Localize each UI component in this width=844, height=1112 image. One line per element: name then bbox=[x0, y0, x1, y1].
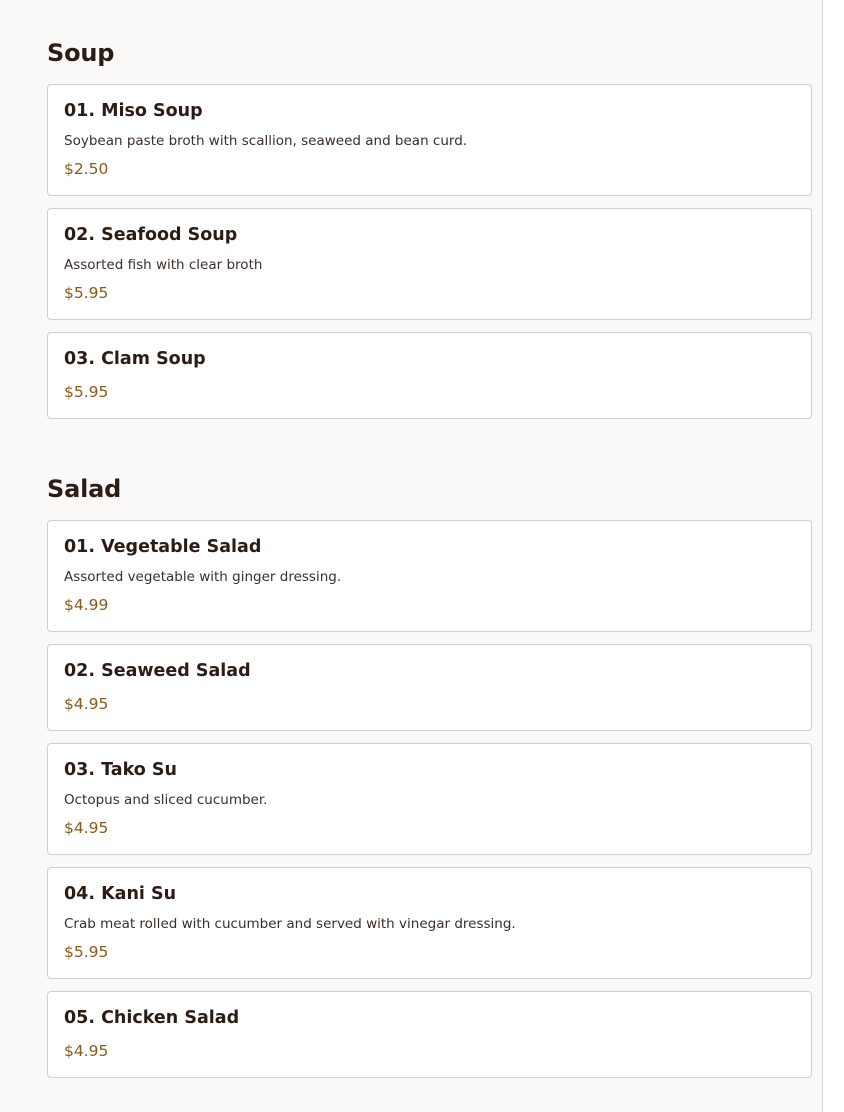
menu-item[interactable] bbox=[47, 991, 812, 1078]
item-name: 04. Kani Su bbox=[64, 884, 177, 904]
item-name: 03. Clam Soup bbox=[64, 349, 206, 369]
item-description: Crab meat rolled with cucumber and served with vinegar dressing. bbox=[64, 916, 516, 932]
item-name: 01. Miso Soup bbox=[64, 101, 203, 121]
item-price: $4.99 bbox=[64, 596, 109, 614]
item-name: 03. Tako Su bbox=[64, 760, 177, 780]
menu-items-list bbox=[47, 84, 812, 419]
item-description: Soybean paste broth with scallion, seaweed and bean curd. bbox=[64, 133, 468, 149]
menu-item[interactable] bbox=[47, 208, 812, 320]
menu-item[interactable] bbox=[47, 520, 812, 632]
item-name: 02. Seafood Soup bbox=[64, 225, 238, 245]
item-price: $2.50 bbox=[64, 160, 109, 178]
menu-section-soup bbox=[47, 38, 812, 431]
item-description: Assorted vegetable with ginger dressing. bbox=[64, 569, 342, 585]
item-price: $5.95 bbox=[64, 284, 109, 302]
item-price: $5.95 bbox=[64, 383, 109, 401]
item-price: $5.95 bbox=[64, 943, 109, 961]
section-title: Soup bbox=[47, 39, 115, 67]
item-name: 05. Chicken Salad bbox=[64, 1008, 240, 1028]
item-name: 01. Vegetable Salad bbox=[64, 537, 262, 557]
item-price: $4.95 bbox=[64, 695, 109, 713]
menu-item[interactable] bbox=[47, 644, 812, 731]
item-price: $4.95 bbox=[64, 819, 109, 837]
menu-item[interactable] bbox=[47, 84, 812, 196]
section-title: Salad bbox=[47, 475, 122, 503]
menu-items-list bbox=[47, 520, 812, 1078]
menu-item[interactable] bbox=[47, 332, 812, 419]
menu-section-salad bbox=[47, 474, 812, 1090]
item-name: 02. Seaweed Salad bbox=[64, 661, 251, 681]
item-description: Assorted fish with clear broth bbox=[64, 257, 263, 273]
menu-item[interactable] bbox=[47, 743, 812, 855]
item-description: Octopus and sliced cucumber. bbox=[64, 792, 268, 808]
item-price: $4.95 bbox=[64, 1042, 109, 1060]
scrollbar-track[interactable] bbox=[823, 0, 844, 1112]
menu-item[interactable] bbox=[47, 867, 812, 979]
